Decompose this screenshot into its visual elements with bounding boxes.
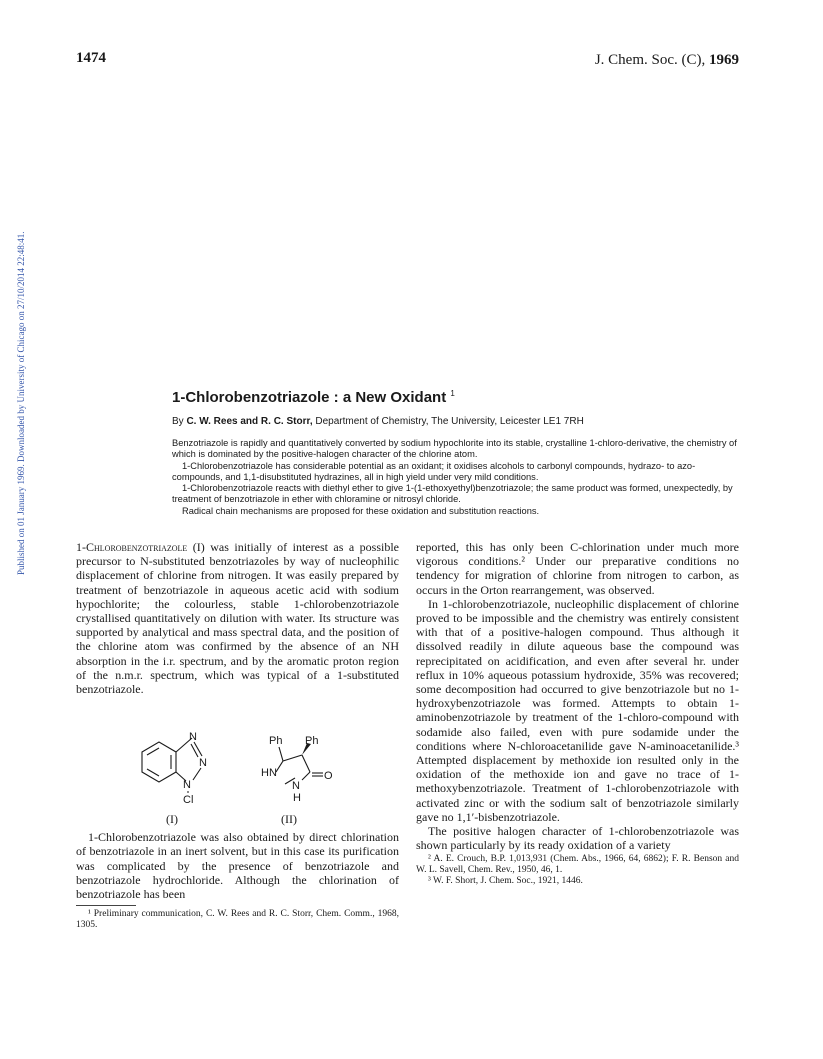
- bond: [193, 768, 201, 780]
- abstract-paragraph: Radical chain mechanisms are proposed for these oxidation and substitution reactions.: [182, 505, 540, 516]
- abstract-paragraph: Benzotriazole is rapidly and quantitatively converted by sodium hypochlorite into its stable, crystalline 1-chloro-derivative, the chemistry of which is dominated by the positive-halogen character of the chlorine atom.: [172, 438, 737, 460]
- bond: [283, 755, 302, 761]
- atom-label: N: [199, 757, 207, 770]
- footnote: ³ W. F. Short, J. Chem. Soc., 1921, 1446.: [428, 876, 583, 887]
- paragraph-text: (I) was initially of interest as a possible precursor to N-substituted benzotriazoles by way of nucleophilic displacement of chlorine from nitrogen. It was easily prepared by treatment of benzotriazole in aqueous acetic acid with sodium hypochlorite; the colourless, stable 1-chlorobenzotriazole crystallised quantitatively on dilution with water. Its structure was supported by analytical and mass spectral data, and the position of the chlorine atom was confirmed by the absence of an NH absorption in the i.r. spectrum, and by the aromatic proton region of the n.m.r. spectrum, which was typical of a 1-substituted benzotriazole.: [76, 540, 399, 697]
- atom-label: N: [183, 779, 191, 792]
- article-title: [172, 389, 455, 406]
- atom-label: Ph: [269, 735, 283, 748]
- compound-label: (I): [166, 812, 178, 827]
- right-column: [416, 540, 739, 887]
- bond: [302, 772, 310, 780]
- byline-prefix: By: [172, 416, 187, 427]
- structure-drawing: [76, 698, 399, 810]
- body-paragraph: 1-Chlorobenzotriazole was also obtained by direct chlorination of benzotriazole in an inert solvent, but in this case its purification was complicated by the presence of benzotriazole and benzotriazole hydrochloride. Although the chlorination of benzotriazole has been: [76, 830, 399, 902]
- bond: [302, 755, 310, 772]
- compound-labels: [76, 812, 399, 830]
- journal-year: 1969: [709, 52, 739, 68]
- compound-label: (II): [281, 812, 297, 827]
- chemical-structures: [76, 698, 399, 810]
- body-paragraph: In 1-chlorobenzotriazole, nucleophilic displacement of chlorine proved to be impossible and the chemistry was entirely consistent with that of a positive-halogen compound. Thus although it dissolved readily in dilute aqueous base the compound was reprecipitated on acidification, and even after several hr. under reflux in 10% aqueous potassium hydroxide, 35% was recovered; some decomposition had occurred to give benzotriazole but no 1-hydroxybenzotriazole was formed. Attempts to obtain 1-aminobenzotriazole by treatment of the 1-chloro-compound with sodamide also failed, even with pure sodamide under the conditions where N-chloroacetanilide gave N-aminoacetanilide.³ Attempted displacement by methoxide ion resulted only in the oxidation of the methoxide ion and gave no trace of 1-methoxybenzotriazole. Treatment of 1-chlorobenzotriazole with activated zinc or with the sodium salt of benzotriazole similarly gave no 1,1′-bisbenzotriazole.: [416, 596, 739, 824]
- footnote-rule: [76, 905, 136, 906]
- abstract: [172, 438, 742, 517]
- affiliation: Department of Chemistry, The University, Leicester LE1 7RH: [312, 416, 584, 427]
- bond: [279, 747, 283, 761]
- atom-label: N: [292, 780, 300, 793]
- byline: [172, 416, 584, 427]
- bond: [276, 761, 283, 772]
- left-column: [76, 540, 399, 931]
- journal-name: J. Chem. Soc. (C),: [594, 52, 709, 68]
- body-paragraph: [76, 540, 399, 696]
- atom-label: O: [324, 770, 333, 783]
- abstract-paragraph: 1-Chlorobenzotriazole has considerable potential as an oxidant; it oxidises alcohols to carbonyl compounds, hydrazo- to azo-compounds, and 1,1-disubstituted hydrazines, all in high yield under very mild conditions.: [172, 460, 696, 482]
- journal-reference: [595, 52, 739, 69]
- body-paragraph: reported, this has only been C-chlorination under much more vigorous conditions.² Under our preparative conditions no tendency for migration of chlorine from nitrogen to carbon, as occurs in the Orton rearrangement, was observed.: [416, 540, 739, 597]
- body-paragraph: The positive halogen character of 1-chlorobenzotriazole was shown particularly by its ready oxidation of a variety: [416, 824, 739, 853]
- footnote: ² A. E. Crouch, B.P. 1,013,931 (Chem. Abs., 1966, 64, 6862); F. R. Benson and W. L. Savell, Chem. Rev., 1950, 46, 1.: [416, 854, 739, 876]
- atom-label: HN: [261, 767, 277, 780]
- atom-label: Ph: [305, 735, 319, 748]
- double-bond: [191, 744, 198, 757]
- atom-label: N: [189, 731, 197, 744]
- atom-label: Cl: [183, 794, 194, 807]
- abstract-paragraph: 1-Chlorobenzotriazole reacts with diethyl ether to give 1-(1-ethoxyethyl)benzotriazole; the same product was formed, unexpectedly, by treatment of benzotriazole in ether with chloramine or nitrosyl chloride.: [172, 483, 733, 505]
- bond: [194, 742, 202, 756]
- title-reference[interactable]: 1: [450, 389, 455, 398]
- authors: C. W. Rees and R. C. Storr,: [186, 416, 313, 427]
- double-bond: [147, 748, 159, 755]
- footnote: ¹ Preliminary communication, C. W. Rees and R. C. Storr, Chem. Comm., 1968, 1305.: [76, 909, 399, 931]
- atom-label: H: [293, 792, 301, 805]
- article-title-text: 1-Chlorobenzotriazole : a New Oxidant: [172, 389, 447, 406]
- download-watermark[interactable]: Published on 01 January 1969. Downloaded by University of Chicago on 27/10/2014 22:48:41.: [16, 232, 26, 576]
- lead-in: 1-Chlorobenzotriazole: [76, 540, 188, 554]
- page-number: 1474: [76, 50, 106, 66]
- double-bond: [147, 769, 159, 776]
